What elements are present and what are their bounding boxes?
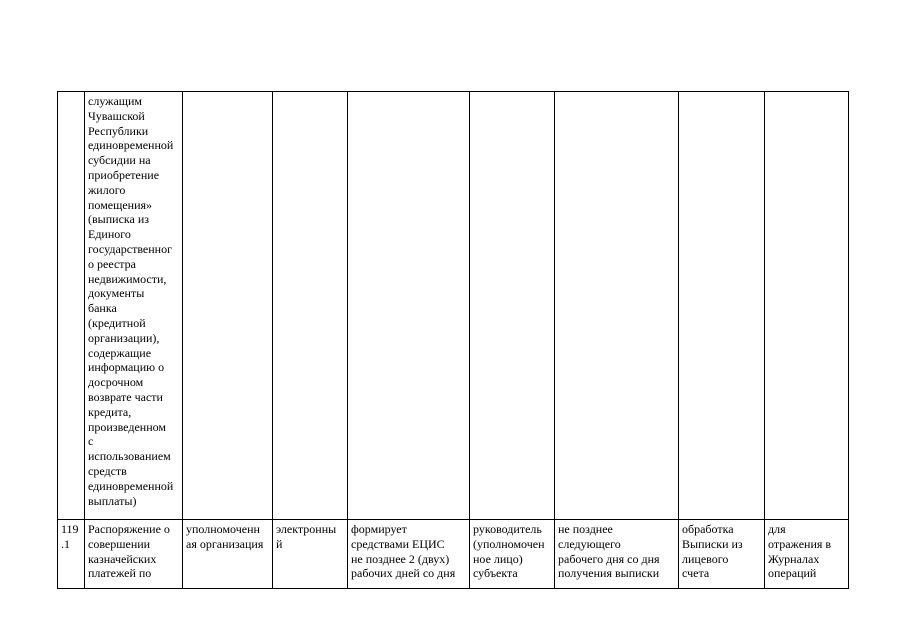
cell-number: 119 .1 [58,520,85,589]
cell-deadline [555,92,679,520]
cell-signer: руководитель (уполномочен ное лицо) субъекта [470,520,555,589]
cell-executor: уполномоченн ая организация [183,520,273,589]
cell-signer [470,92,555,520]
cell-executor [183,92,273,520]
cell-processing [679,92,765,520]
cell-document-name: служащим Чувашской Республики единовременной субсидии на приобретение жилого помещения» (выписка из Единого государственног о реестра недвижимости, документы банка (кредитной организации), содержащие информацию о досрочном возврате части кредита, произведенном с использованием средств единовременной выплаты) [85,92,183,520]
cell-deadline: не позднее следующего рабочего дня со дня получения выписки [555,520,679,589]
cell-processing: обработка Выписки из лицевого счета [679,520,765,589]
cell-purpose: для отражения в Журналах операций [765,520,849,589]
cell-number [58,92,85,520]
cell-purpose [765,92,849,520]
table-row [58,520,849,589]
cell-format [273,92,348,520]
cell-format: электронны й [273,520,348,589]
procedure-table [57,91,849,589]
cell-action: формирует средствами ЕЦИС не позднее 2 (двух) рабочих дней со дня [348,520,470,589]
table-row [58,92,849,520]
cell-action [348,92,470,520]
cell-document-name: Распоряжение о совершении казначейских платежей по [85,520,183,589]
